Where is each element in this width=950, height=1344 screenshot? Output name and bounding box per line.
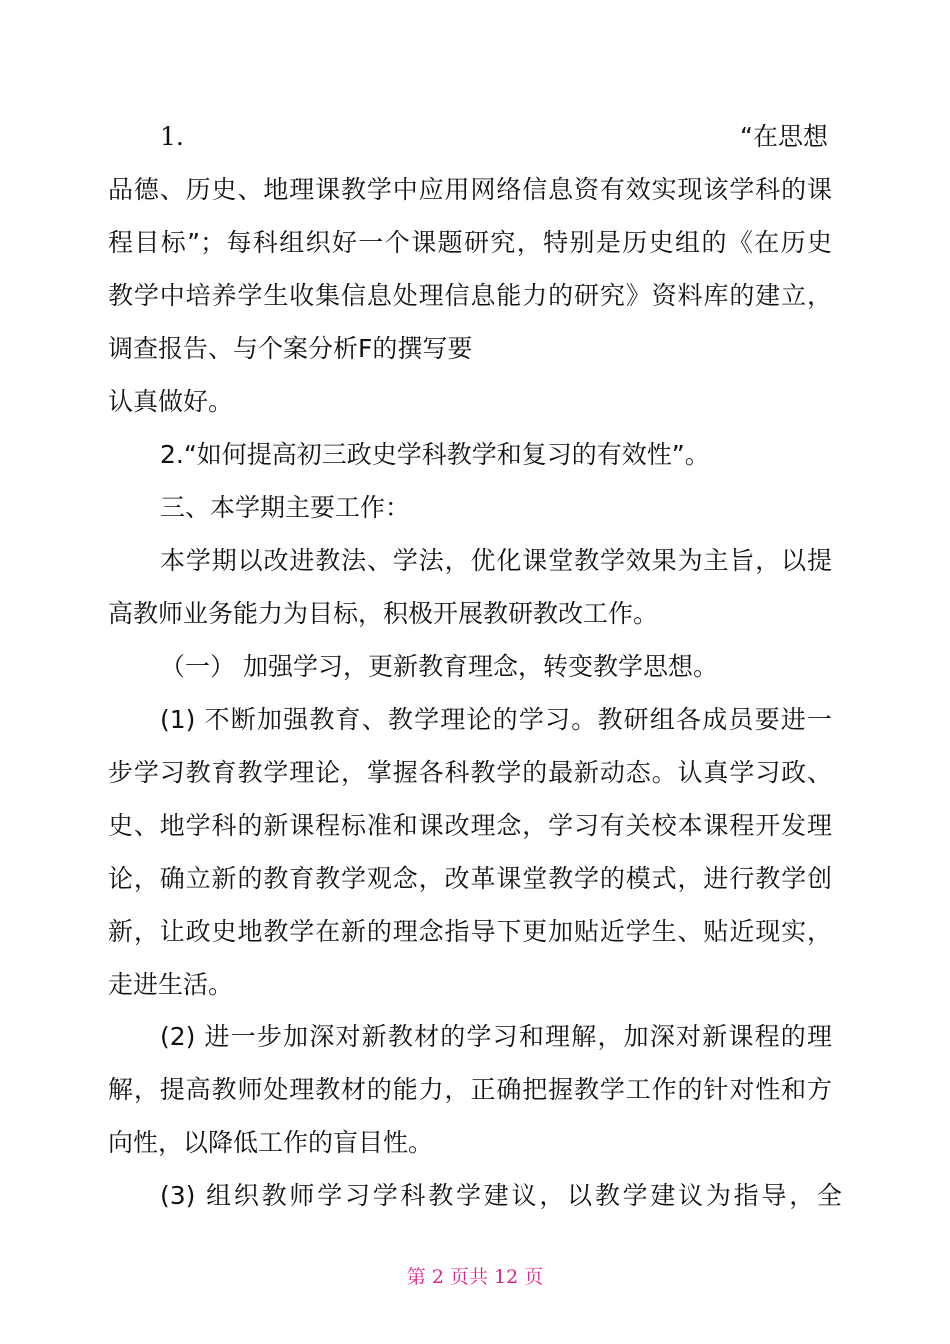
section-heading: 三、本学期主要工作：: [160, 493, 411, 522]
paragraph-line: 史、地学科的新课程标准和课改理念，学习有关校本课程开发理: [108, 811, 832, 840]
paragraph-line: 走进生活。: [108, 970, 234, 999]
paragraph-line: 步学习教育教学理论，掌握各科教学的最新动态。认真学习政、: [108, 758, 832, 787]
paragraph-line: 品德、历史、地理课教学中应用网络信息资有效实现该学科的课: [108, 175, 832, 204]
subsection-heading: （一） 加强学习，更新教育理念，转变教学思想。: [160, 652, 718, 681]
paragraph-line: (3) 组织教师学习学科教学建议，以教学建议为指导，全: [160, 1181, 842, 1210]
paragraph-line: 向性，以降低工作的盲目性。: [108, 1128, 434, 1157]
paragraph-line: 教学中培养学生收集信息处理信息能力的研究》资料库的建立，: [108, 281, 832, 310]
paragraph-line: (1) 不断加强教育、教学理论的学习。教研组各成员要进一: [160, 705, 832, 734]
paragraph-line: 本学期以改进教法、学法，优化课堂教学效果为主旨，以提: [160, 546, 832, 575]
item1-first-line: “在思想: [740, 122, 828, 151]
item1-number: 1.: [160, 122, 184, 151]
paragraph-line: 新，让政史地教学在新的理念指导下更加贴近学生、贴近现实，: [108, 917, 832, 946]
page-number-footer: 第 2 页共 12 页: [406, 1266, 544, 1288]
paragraph-line: (2) 进一步加深对新教材的学习和理解，加深对新课程的理: [160, 1022, 832, 1051]
paragraph-line: 调查报告、与个案分析F的撰写要: [108, 334, 473, 363]
paragraph-line: 高教师业务能力为目标，积极开展教研教改工作。: [108, 599, 659, 628]
paragraph-line: 解，提高教师处理教材的能力，正确把握教学工作的针对性和方: [108, 1075, 832, 1104]
item2-line: 2.“如何提高初三政史学科教学和复习的有效性”。: [160, 440, 710, 469]
paragraph-line: 认真做好。: [108, 387, 234, 416]
paragraph-line: 论，确立新的教育教学观念，改革课堂教学的模式，进行教学创: [108, 864, 832, 893]
paragraph-line: 程目标”；每科组织好一个课题研究，特别是历史组的《在历史: [108, 228, 832, 257]
